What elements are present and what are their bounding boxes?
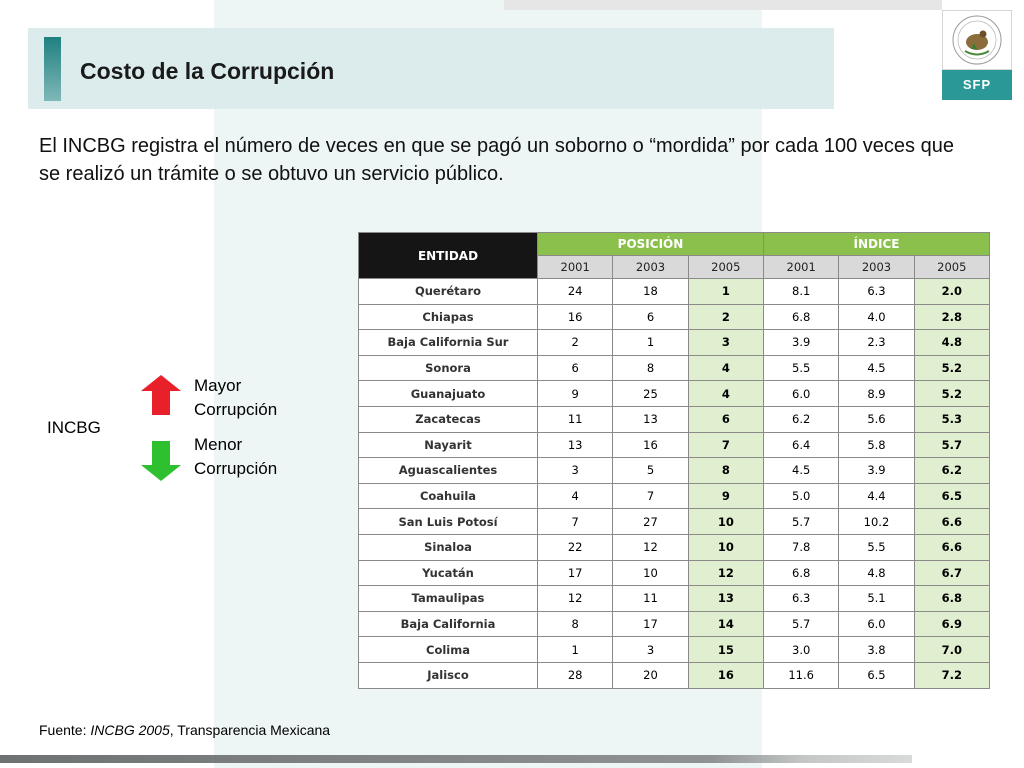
year-header-idx-2003: 2003 xyxy=(839,256,914,279)
cell-entidad: Yucatán xyxy=(359,560,538,586)
cell-entidad: Querétaro xyxy=(359,279,538,305)
cell-entidad: Coahuila xyxy=(359,483,538,509)
cell-idx-2005: 6.8 xyxy=(914,586,989,612)
cell-idx-2001: 8.1 xyxy=(763,279,838,305)
cell-pos-2005: 2 xyxy=(688,304,763,330)
legend-up-line1: Mayor xyxy=(194,376,242,395)
source-suffix: , Transparencia Mexicana xyxy=(169,722,331,738)
cell-pos-2005: 7 xyxy=(688,432,763,458)
cell-idx-2003: 10.2 xyxy=(839,509,914,535)
index-group-header: ÍNDICE xyxy=(763,233,989,256)
cell-pos-2001: 4 xyxy=(538,483,613,509)
table-row xyxy=(359,534,990,560)
cell-pos-2005: 4 xyxy=(688,355,763,381)
table-row xyxy=(359,355,990,381)
cell-pos-2003: 6 xyxy=(613,304,688,330)
cell-idx-2005: 6.2 xyxy=(914,458,989,484)
table-row xyxy=(359,406,990,432)
cell-idx-2003: 8.9 xyxy=(839,381,914,407)
source-note xyxy=(39,722,330,738)
legend-down-line1: Menor xyxy=(194,435,243,454)
cell-idx-2003: 3.9 xyxy=(839,458,914,484)
cell-entidad: Sonora xyxy=(359,355,538,381)
cell-entidad: San Luis Potosí xyxy=(359,509,538,535)
cell-idx-2005: 6.7 xyxy=(914,560,989,586)
cell-pos-2003: 16 xyxy=(613,432,688,458)
year-header-idx-2005: 2005 xyxy=(914,256,989,279)
table-row xyxy=(359,662,990,688)
cell-pos-2001: 3 xyxy=(538,458,613,484)
cell-idx-2003: 5.6 xyxy=(839,406,914,432)
cell-pos-2003: 13 xyxy=(613,406,688,432)
cell-pos-2003: 25 xyxy=(613,381,688,407)
cell-idx-2005: 6.9 xyxy=(914,611,989,637)
cell-pos-2001: 7 xyxy=(538,509,613,535)
cell-pos-2005: 1 xyxy=(688,279,763,305)
cell-idx-2003: 6.0 xyxy=(839,611,914,637)
cell-pos-2005: 13 xyxy=(688,586,763,612)
cell-pos-2005: 16 xyxy=(688,662,763,688)
source-title: INCBG 2005 xyxy=(90,722,170,738)
cell-pos-2005: 10 xyxy=(688,509,763,535)
cell-pos-2001: 13 xyxy=(538,432,613,458)
cell-idx-2003: 4.4 xyxy=(839,483,914,509)
top-decorative-bar xyxy=(504,0,942,10)
cell-idx-2003: 6.3 xyxy=(839,279,914,305)
cell-pos-2003: 5 xyxy=(613,458,688,484)
mexico-coat-of-arms-icon xyxy=(943,11,1011,69)
cell-entidad: Colima xyxy=(359,637,538,663)
cell-pos-2005: 3 xyxy=(688,330,763,356)
cell-pos-2001: 9 xyxy=(538,381,613,407)
cell-idx-2005: 6.5 xyxy=(914,483,989,509)
cell-pos-2005: 9 xyxy=(688,483,763,509)
cell-entidad: Chiapas xyxy=(359,304,538,330)
cell-idx-2001: 7.8 xyxy=(763,534,838,560)
cell-idx-2003: 4.0 xyxy=(839,304,914,330)
cell-idx-2001: 3.9 xyxy=(763,330,838,356)
source-prefix: Fuente: xyxy=(39,722,91,738)
cell-idx-2003: 5.1 xyxy=(839,586,914,612)
cell-idx-2001: 5.0 xyxy=(763,483,838,509)
cell-idx-2005: 2.8 xyxy=(914,304,989,330)
cell-idx-2005: 5.2 xyxy=(914,381,989,407)
cell-pos-2005: 15 xyxy=(688,637,763,663)
cell-idx-2005: 7.2 xyxy=(914,662,989,688)
year-header-pos-2003: 2003 xyxy=(613,256,688,279)
cell-pos-2003: 17 xyxy=(613,611,688,637)
cell-idx-2005: 5.2 xyxy=(914,355,989,381)
page-title: Costo de la Corrupción xyxy=(80,58,335,84)
table-row xyxy=(359,637,990,663)
cell-pos-2001: 28 xyxy=(538,662,613,688)
cell-entidad: Nayarit xyxy=(359,432,538,458)
bottom-decorative-bar xyxy=(0,755,912,763)
cell-entidad: Jalisco xyxy=(359,662,538,688)
legend-up-text xyxy=(194,374,277,422)
cell-idx-2005: 6.6 xyxy=(914,534,989,560)
cell-idx-2001: 3.0 xyxy=(763,637,838,663)
incbg-label: INCBG xyxy=(47,418,101,437)
cell-entidad: Baja California Sur xyxy=(359,330,538,356)
cell-pos-2003: 10 xyxy=(613,560,688,586)
cell-entidad: Tamaulipas xyxy=(359,586,538,612)
cell-entidad: Aguascalientes xyxy=(359,458,538,484)
table-row xyxy=(359,330,990,356)
cell-entidad: Guanajuato xyxy=(359,381,538,407)
intro-paragraph: El INCBG registra el número de veces en que se pagó un soborno o “mordida” por cada 100 veces que se realizó un trámite o se obtuvo un servicio público. xyxy=(39,135,954,185)
table-row xyxy=(359,381,990,407)
cell-pos-2005: 10 xyxy=(688,534,763,560)
cell-entidad: Sinaloa xyxy=(359,534,538,560)
legend-down-line2: Corrupción xyxy=(194,459,278,478)
cell-pos-2003: 27 xyxy=(613,509,688,535)
cell-pos-2003: 20 xyxy=(613,662,688,688)
cell-pos-2003: 8 xyxy=(613,355,688,381)
cell-idx-2005: 7.0 xyxy=(914,637,989,663)
cell-pos-2001: 16 xyxy=(538,304,613,330)
cell-pos-2001: 1 xyxy=(538,637,613,663)
cell-idx-2005: 5.3 xyxy=(914,406,989,432)
cell-idx-2001: 5.7 xyxy=(763,509,838,535)
cell-idx-2001: 6.8 xyxy=(763,560,838,586)
cell-idx-2003: 6.5 xyxy=(839,662,914,688)
cell-idx-2003: 5.5 xyxy=(839,534,914,560)
year-header-pos-2005: 2005 xyxy=(688,256,763,279)
cell-pos-2005: 8 xyxy=(688,458,763,484)
cell-idx-2003: 5.8 xyxy=(839,432,914,458)
cell-pos-2001: 8 xyxy=(538,611,613,637)
cell-entidad: Baja California xyxy=(359,611,538,637)
cell-pos-2005: 14 xyxy=(688,611,763,637)
cell-idx-2001: 6.4 xyxy=(763,432,838,458)
table-row xyxy=(359,432,990,458)
cell-pos-2005: 6 xyxy=(688,406,763,432)
entity-header: ENTIDAD xyxy=(359,233,538,279)
cell-pos-2001: 11 xyxy=(538,406,613,432)
cell-idx-2001: 6.0 xyxy=(763,381,838,407)
legend-up-line2: Corrupción xyxy=(194,400,278,419)
cell-entidad: Zacatecas xyxy=(359,406,538,432)
sfp-badge: SFP xyxy=(942,70,1012,100)
cell-idx-2001: 5.5 xyxy=(763,355,838,381)
cell-idx-2001: 6.3 xyxy=(763,586,838,612)
cell-pos-2003: 7 xyxy=(613,483,688,509)
table-row xyxy=(359,586,990,612)
table-row xyxy=(359,483,990,509)
table-row xyxy=(359,611,990,637)
cell-idx-2001: 6.2 xyxy=(763,406,838,432)
cell-idx-2005: 4.8 xyxy=(914,330,989,356)
cell-idx-2005: 5.7 xyxy=(914,432,989,458)
cell-pos-2001: 24 xyxy=(538,279,613,305)
cell-idx-2001: 11.6 xyxy=(763,662,838,688)
table-row xyxy=(359,304,990,330)
corruption-table xyxy=(358,232,990,689)
cell-pos-2003: 12 xyxy=(613,534,688,560)
cell-pos-2003: 11 xyxy=(613,586,688,612)
position-group-header: POSICIÓN xyxy=(538,233,764,256)
cell-pos-2001: 6 xyxy=(538,355,613,381)
cell-idx-2003: 2.3 xyxy=(839,330,914,356)
table-row xyxy=(359,458,990,484)
cell-pos-2005: 12 xyxy=(688,560,763,586)
cell-pos-2003: 1 xyxy=(613,330,688,356)
cell-pos-2001: 12 xyxy=(538,586,613,612)
green-down-arrow-icon xyxy=(140,440,182,482)
coat-of-arms-logo xyxy=(942,10,1012,70)
cell-idx-2003: 4.5 xyxy=(839,355,914,381)
table-row xyxy=(359,279,990,305)
cell-pos-2005: 4 xyxy=(688,381,763,407)
year-header-pos-2001: 2001 xyxy=(538,256,613,279)
cell-idx-2003: 3.8 xyxy=(839,637,914,663)
cell-pos-2001: 2 xyxy=(538,330,613,356)
year-header-idx-2001: 2001 xyxy=(763,256,838,279)
cell-pos-2003: 3 xyxy=(613,637,688,663)
cell-idx-2003: 4.8 xyxy=(839,560,914,586)
cell-idx-2005: 6.6 xyxy=(914,509,989,535)
title-accent-bar xyxy=(44,37,61,101)
red-up-arrow-icon xyxy=(140,374,182,416)
table-row xyxy=(359,509,990,535)
cell-idx-2005: 2.0 xyxy=(914,279,989,305)
table-row xyxy=(359,560,990,586)
cell-pos-2001: 17 xyxy=(538,560,613,586)
cell-pos-2001: 22 xyxy=(538,534,613,560)
cell-pos-2003: 18 xyxy=(613,279,688,305)
cell-idx-2001: 4.5 xyxy=(763,458,838,484)
cell-idx-2001: 6.8 xyxy=(763,304,838,330)
legend-down-text xyxy=(194,433,277,481)
cell-idx-2001: 5.7 xyxy=(763,611,838,637)
